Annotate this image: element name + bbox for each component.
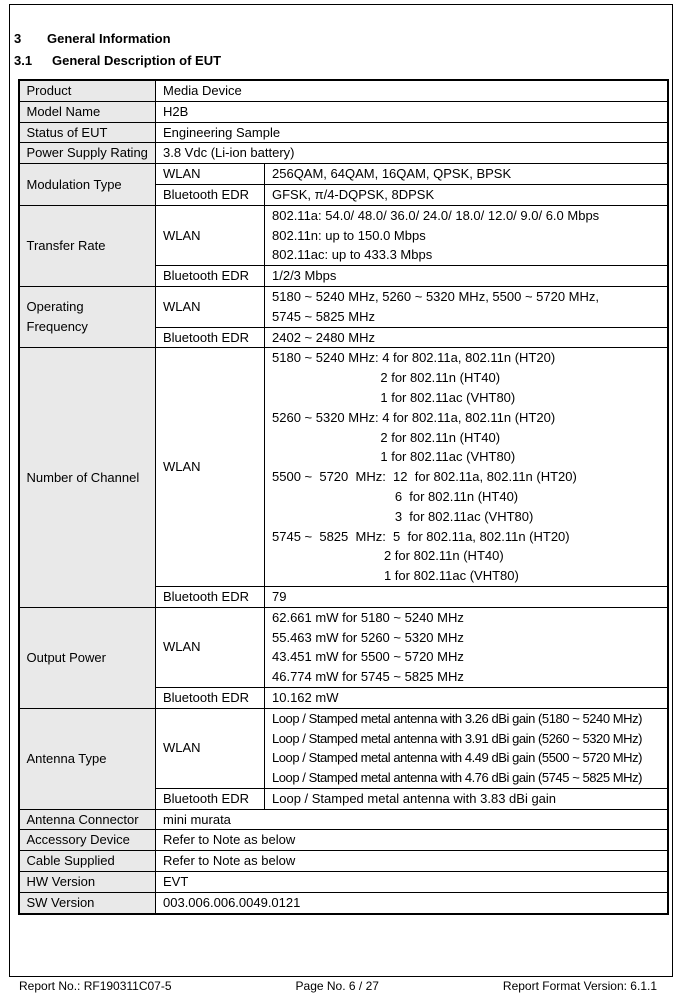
value-cell [156,851,668,872]
value-line: Loop / Stamped metal antenna with 4.76 dBi gain (5745 ~ 5825 MHz) [272,770,643,786]
value-line: Refer to Note as below [163,853,296,869]
page-footer [19,979,657,993]
value-line: 802.11ac: up to 433.3 Mbps [272,247,433,263]
value-line: 55.463 mW for 5260 ~ 5320 MHz [272,629,464,645]
row-label-cell: SW Version [19,892,156,913]
row-label-cell: Power Supply Rating [19,143,156,164]
value-cell [265,788,668,809]
row-label-cell: Accessory Device [19,830,156,851]
value-cell [156,872,668,893]
value-line: 10.162 mW [272,689,339,705]
value-cell [265,205,668,265]
row-label-cell: Product [19,80,156,101]
value-line: 2 for 802.11n (HT40) [272,370,501,386]
value-line: 43.451 mW for 5500 ~ 5720 MHz [272,649,464,665]
section-title: General Information [47,31,171,46]
value-line: 5745 ~ 5825 MHz [272,308,375,324]
row-label-cell: Antenna Type [19,708,156,809]
footer-format-version: Report Format Version: 6.1.1 [502,979,657,993]
radio-interface-cell: Bluetooth EDR [156,788,265,809]
table-row [19,164,668,185]
radio-interface-cell: Bluetooth EDR [156,266,265,287]
value-line: Loop / Stamped metal antenna with 3.83 dBi gain [272,790,557,806]
value-line: 79 [272,588,287,604]
subsection-number: 3.1 [14,53,33,68]
eut-table-body [19,80,668,914]
row-label-cell: Antenna Connector [19,809,156,830]
value-line: 2 for 802.11n (HT40) [272,548,504,564]
table-row [19,872,668,893]
value-line: 2 for 802.11n (HT40) [272,429,501,445]
radio-interface-cell: WLAN [156,708,265,788]
value-line: 3.8 Vdc (Li-ion battery) [163,145,295,161]
row-label-cell: Modulation Type [19,164,156,206]
value-line: 5260 ~ 5320 MHz: 4 for 802.11a, 802.11n (HT20) [272,409,556,425]
table-row [19,892,668,913]
value-cell [265,164,668,185]
value-line: Loop / Stamped metal antenna with 4.49 dBi gain (5500 ~ 5720 MHz) [272,750,643,766]
table-row [19,809,668,830]
section-heading [14,31,672,46]
section-number: 3 [14,31,22,46]
radio-interface-cell: WLAN [156,348,265,587]
value-line: H2B [163,103,189,119]
table-row [19,830,668,851]
value-line: 256QAM, 64QAM, 16QAM, QPSK, BPSK [272,166,512,182]
eut-description-table [18,79,669,915]
footer-report-no: Report No.: RF190311C07-5 [19,979,172,993]
value-cell [265,348,668,587]
page-border-frame [9,4,673,977]
row-label-cell: Operating Frequency [19,286,156,347]
table-row [19,205,668,265]
row-label-cell: HW Version [19,872,156,893]
value-line: 5500 ~ 5720 MHz: 12 for 802.11a, 802.11n (HT20) [272,469,577,485]
value-cell [156,830,668,851]
value-cell [265,266,668,287]
footer-page-no: Page No. 6 / 27 [295,979,379,993]
table-row [19,348,668,587]
radio-interface-cell: WLAN [156,607,265,687]
row-label-cell: Number of Channel [19,348,156,607]
value-line: 802.11n: up to 150.0 Mbps [272,227,426,243]
value-line: mini murata [163,811,231,827]
radio-interface-cell: Bluetooth EDR [156,586,265,607]
value-line: 62.661 mW for 5180 ~ 5240 MHz [272,609,464,625]
radio-interface-cell: Bluetooth EDR [156,687,265,708]
value-cell [156,809,668,830]
value-line: Engineering Sample [163,124,281,140]
table-row [19,851,668,872]
table-row [19,101,668,122]
radio-interface-cell: Bluetooth EDR [156,184,265,205]
value-line: 1 for 802.11ac (VHT80) [272,449,516,465]
value-line: 003.006.006.0049.0121 [163,894,301,910]
value-cell [156,122,668,143]
table-row [19,708,668,788]
value-cell [265,687,668,708]
value-line: Loop / Stamped metal antenna with 3.26 dBi gain (5180 ~ 5240 MHz) [272,710,643,726]
value-line: 802.11a: 54.0/ 48.0/ 36.0/ 24.0/ 18.0/ 12.0/ 9.0/ 6.0 Mbps [272,207,600,223]
value-cell [156,80,668,101]
value-line: Refer to Note as below [163,832,296,848]
value-cell [156,143,668,164]
value-line: Media Device [163,83,242,98]
radio-interface-cell: WLAN [156,164,265,185]
table-row [19,122,668,143]
row-label-cell: Status of EUT [19,122,156,143]
value-line: 6 for 802.11n (HT40) [272,488,519,504]
value-cell [265,184,668,205]
value-line: 2402 ~ 2480 MHz [272,329,375,345]
table-row [19,143,668,164]
table-row [19,607,668,687]
table-row [19,286,668,327]
row-label-cell: Output Power [19,607,156,708]
value-line: 5180 ~ 5240 MHz: 4 for 802.11a, 802.11n (HT20) [272,350,556,366]
subsection-title: General Description of EUT [52,53,222,68]
value-line: 3 for 802.11ac (VHT80) [272,508,534,524]
table-row [19,80,668,101]
row-label-cell: Model Name [19,101,156,122]
value-line: 1 for 802.11ac (VHT80) [272,389,516,405]
value-line: 1 for 802.11ac (VHT80) [272,568,519,584]
value-cell [265,708,668,788]
value-cell [265,607,668,687]
radio-interface-cell: WLAN [156,205,265,265]
radio-interface-cell: WLAN [156,286,265,327]
row-label-cell: Transfer Rate [19,205,156,286]
value-line: Loop / Stamped metal antenna with 3.91 dBi gain (5260 ~ 5320 MHz) [272,730,643,746]
subsection-heading [14,53,672,68]
value-line: 5745 ~ 5825 MHz: 5 for 802.11a, 802.11n (HT20) [272,528,570,544]
value-cell [265,586,668,607]
value-cell [265,286,668,327]
value-line: 5180 ~ 5240 MHz, 5260 ~ 5320 MHz, 5500 ~ 5720 MHz, [272,288,600,304]
value-cell [156,892,668,913]
value-line: 1/2/3 Mbps [272,268,337,284]
value-line: GFSK, π/4-DQPSK, 8DPSK [272,186,435,202]
value-cell [156,101,668,122]
value-line: EVT [163,874,189,890]
row-label-cell: Cable Supplied [19,851,156,872]
value-cell [265,327,668,348]
value-line: 46.774 mW for 5745 ~ 5825 MHz [272,669,464,685]
radio-interface-cell: Bluetooth EDR [156,327,265,348]
